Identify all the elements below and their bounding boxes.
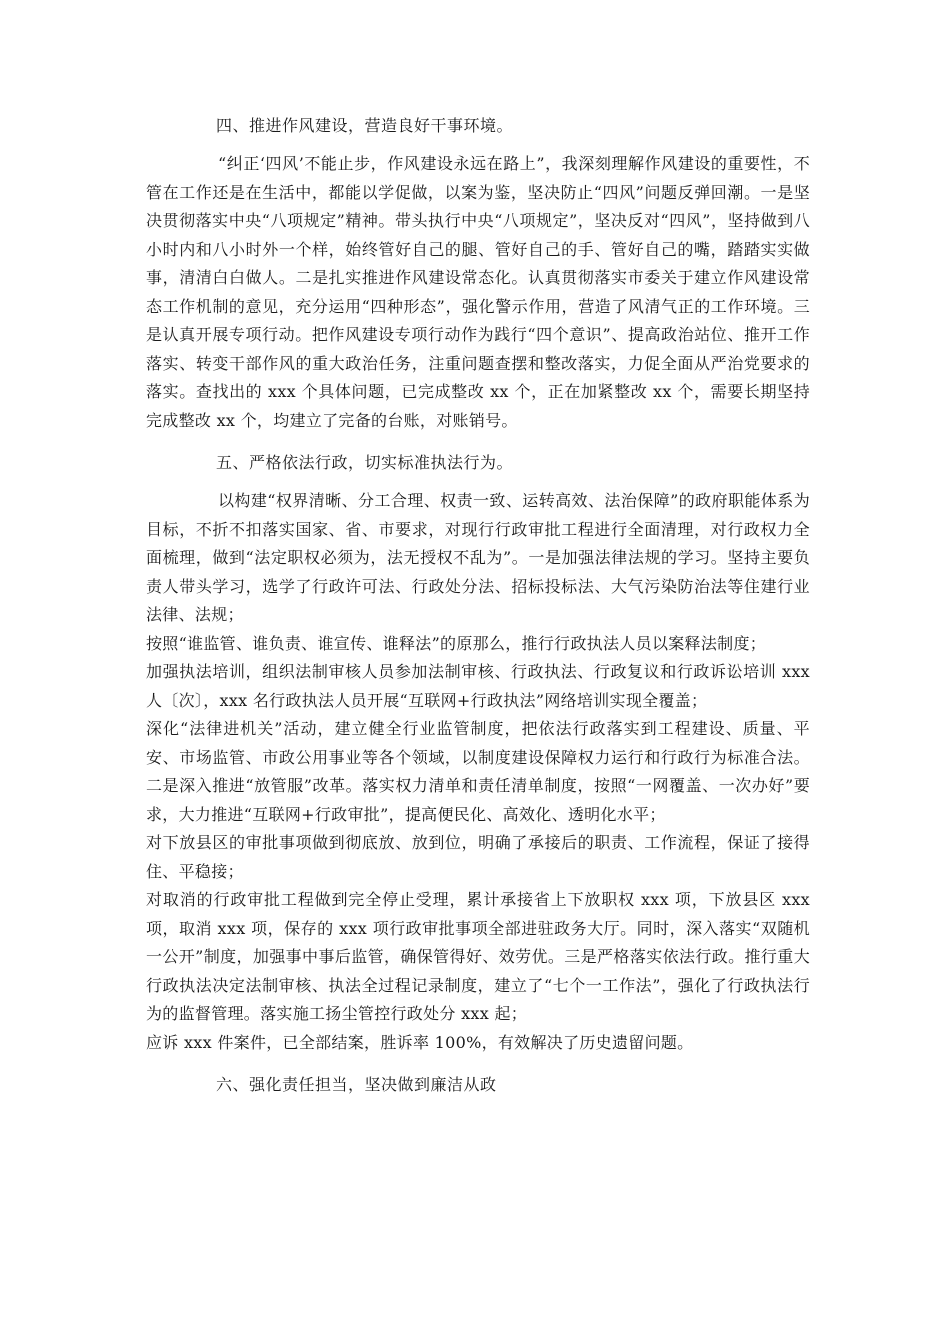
section-heading-5: 五、严格依法行政，切实标准执法行为。 xyxy=(216,453,514,472)
section-heading-4: 四、推进作风建设，营造良好干事环境。 xyxy=(216,116,514,135)
paragraph: 按照“谁监管、谁负责、谁宣传、谁释法”的原那么，推行行政执法人员以案释法制度； xyxy=(146,633,767,653)
section-heading-6: 六、强化责任担当，坚决做到廉洁从政 xyxy=(216,1075,497,1094)
paragraph: 加强执法培训，组织法制审核人员参加法制审核、行政执法、行政复议和行政诉讼培训 xxx 人〔次〕，xxx 名行政执法人员开展“互联网+行政执法”网络培训实现全覆盖； xyxy=(146,662,810,710)
paragraph: 应诉 xxx 件案件，已全部结案，胜诉率 100%，有效解决了历史遗留问题。 xyxy=(146,1032,694,1052)
document-page xyxy=(146,112,810,1099)
paragraph: 以构建“权界清晰、分工合理、权责一致、运转高效、法治保障”的政府职能体系为目标，不折不扣落实国家、省、市要求，对现行行政审批工程进行全面清理，对行政权力全面梳理，做到“法定职权必须为，法无授权不乱为”。一是加强法律法规的学习。坚持主要负责人带头学习，选学了行政许可法、行政处分法、招标投标法、大气污染防治法等住建行业法律、法规； xyxy=(146,491,810,624)
paragraph: 对取消的行政审批工程做到完全停止受理，累计承接省上下放职权 xxx 项，下放县区 xxx 项，取消 xxx 项，保存的 xxx 项行政审批事项全部进驻政务大厅。同时，深入落实“双随机一公开”制度，加强事中事后监管，确保管得好、效劳优。三是严格落实依法行政。推行重大行政执法决定法制审核、执法全过程记录制度，建立了“七个一工作法”，强化了行政执法行为的监督管理。落实施工扬尘管控行政处分 xxx 起； xyxy=(146,890,810,1023)
paragraph: “纠正‘四风’不能止步，作风建设永远在路上”，我深刻理解作风建设的重要性，不管在工作还是在生活中，都能以学促做，以案为鉴，坚决防止“四风”问题反弹回潮。一是坚决贯彻落实中央“八项规定”精神。带头执行中央“八项规定”，坚决反对“四风”，坚持做到八小时内和八小时外一个样，始终管好自己的腿、管好自己的手、管好自己的嘴，踏踏实实做事，清清白白做人。二是扎实推进作风建设常态化。认真贯彻落实市委关于建立作风建设常态工作机制的意见，充分运用“四种形态”，强化警示作用，营造了风清气正的工作环境。三是认真开展专项行动。把作风建设专项行动作为践行“四个意识”、提高政治站位、推开工作落实、转变干部作风的重大政治任务，注重问题查摆和整改落实，力促全面从严治党要求的落实。查找出的 xxx 个具体问题，已完成整改 xx 个，正在加紧整改 xx 个，需要长期坚持完成整改 xx 个，均建立了完备的台账，对账销号。 xyxy=(146,154,810,430)
paragraph: 对下放县区的审批事项做到彻底放、放到位，明确了承接后的职责、工作流程，保证了接得住、平稳接； xyxy=(146,833,810,881)
paragraph: 深化“法律进机关”活动，建立健全行业监管制度，把依法行政落实到工程建设、质量、平安、市场监管、市政公用事业等各个领域，以制度建设保障权力运行和行政行为标准合法。二是深入推进“放管服”改革。落实权力清单和责任清单制度，按照“一网覆盖、一次办好”要求，大力推进“互联网+行政审批”，提高便民化、高效化、透明化水平； xyxy=(146,719,810,824)
